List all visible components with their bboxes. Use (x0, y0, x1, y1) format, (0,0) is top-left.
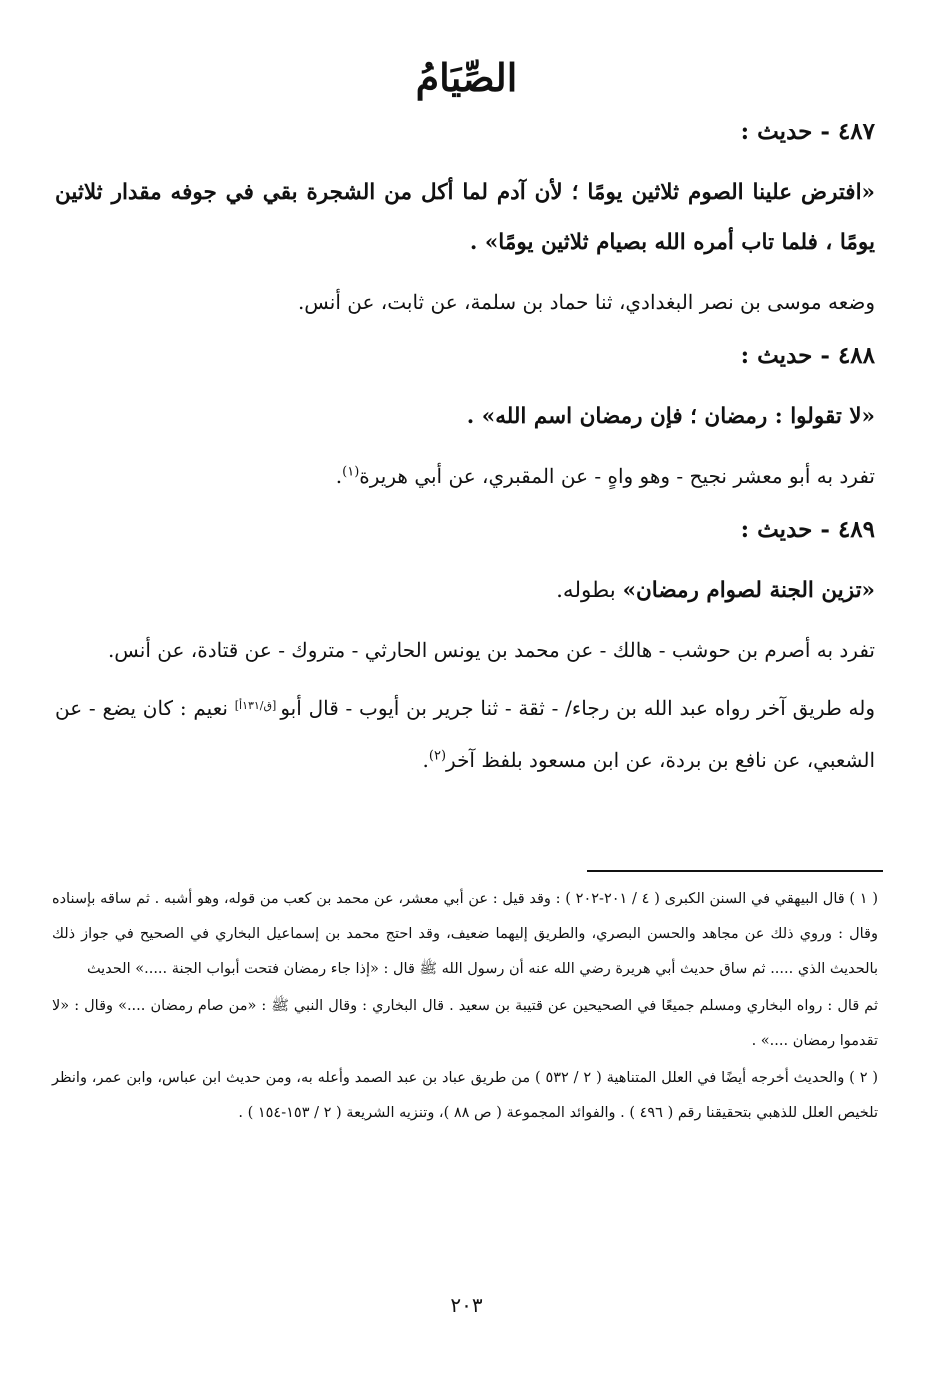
footnote-1-continued: ثم قال : رواه البخاري ومسلم جميعًا في الصحيحين عن قتيبة بن سعيد . قال البخاري : وقال النبي ﷺ : «من صام رمضان ....» وقال : «لا تقدموا رمضان ....» . (52, 998, 878, 1049)
hadith-488-text: «لا تقولوا : رمضان ؛ فإن رمضان اسم الله» . (466, 404, 875, 429)
hadith-488-commentary-text: تفرد به أبو معشر نجيح - وهو واهٍ - عن المقبري، عن أبي هريرة (359, 464, 875, 488)
chapter-title: الصِّيَامُ (415, 55, 518, 100)
footnote-ref-1[interactable]: (١) (342, 464, 360, 480)
page-number: ٢٠٣ (450, 1293, 483, 1317)
footnotes (52, 882, 878, 1133)
footnote-2: ( ٢ ) والحديث أخرجه أيضًا في العلل المتناهية ( ٢ / ٥٣٢ ) من طريق عباد بن عبد الصمد وأعله به، ومن حديث ابن عباس، وابن عمر، وانظر تلخيص العلل للذهبي بتحقيقنا رقم ( ٤٩٦ ) . والفوائد المجموعة ( ص ٨٨ )، وتنزيه الشريعة ( ٢ / ١٥٣-١٥٤ ) . (52, 1070, 878, 1121)
manuscript-folio-marker: [ق/١٣١أ] (234, 699, 277, 712)
hadith-489-heading: ٤٨٩ - حديث : (740, 516, 875, 543)
hadith-489-extra-line-2: نعيم : كان يضع - عن الشعبي، عن نافع بن بردة، عن ابن مسعود بلفظ آخر (55, 696, 875, 772)
hadith-489-text-block (55, 566, 875, 616)
hadith-488-commentary-end: . (335, 464, 343, 488)
hadith-488-heading: ٤٨٨ - حديث : (740, 342, 875, 369)
hadith-489-text: «تزين الجنة لصوام رمضان» (622, 578, 875, 603)
hadith-489-extra-end: . (422, 748, 429, 772)
hadith-487-text: «افترض علينا الصوم ثلاثين يومًا ؛ لأن آدم لما أكل من الشجرة بقي في جوفه مقدار ثلاثين يومًا ، فلما تاب أمره الله بصيام ثلاثين يومًا» . (55, 180, 875, 255)
footnote-divider (587, 870, 883, 872)
hadith-487-heading: ٤٨٧ - حديث : (740, 118, 875, 145)
hadith-487-commentary: وضعه موسى بن نصر البغدادي، ثنا حماد بن سلمة، عن ثابت، عن أنس. (297, 290, 875, 314)
hadith-489-text-tail: بطوله. (556, 578, 623, 603)
footnote-1: ( ١ ) قال البيهقي في السنن الكبرى ( ٤ / ٢٠١-٢٠٢ ) : وقد قيل : عن أبي معشر، عن محمد بن كعب من قوله، وهو أشبه . ثم ساقه بإسناده وقال : وروي ذلك عن مجاهد والحسن البصري، والطريق إليهما ضعيف، وقد احتج محمد بن إسماعيل البخاري في الصحيح في جواز ذلك بالحديث الذي ..... ثم ساق حديث أبي هريرة رضي الله عنه أن رسول الله ﷺ قال : «إذا جاء رمضان فتحت أبواب الجنة .....» الحديث (52, 891, 878, 977)
hadith-488-commentary (55, 452, 875, 500)
hadith-489-commentary: تفرد به أصرم بن حوشب - هالك - عن محمد بن يونس الحارثي - متروك - عن قتادة، عن أنس. (107, 638, 875, 662)
hadith-489-extra (55, 684, 875, 784)
hadith-489-extra-line-1: وله طريق آخر رواه عبد الله بن رجاء/ - ثقة - ثنا جرير بن أيوب - قال أبو (280, 696, 876, 720)
main-text (55, 112, 875, 794)
footnote-ref-2[interactable]: (٢) (428, 748, 447, 764)
